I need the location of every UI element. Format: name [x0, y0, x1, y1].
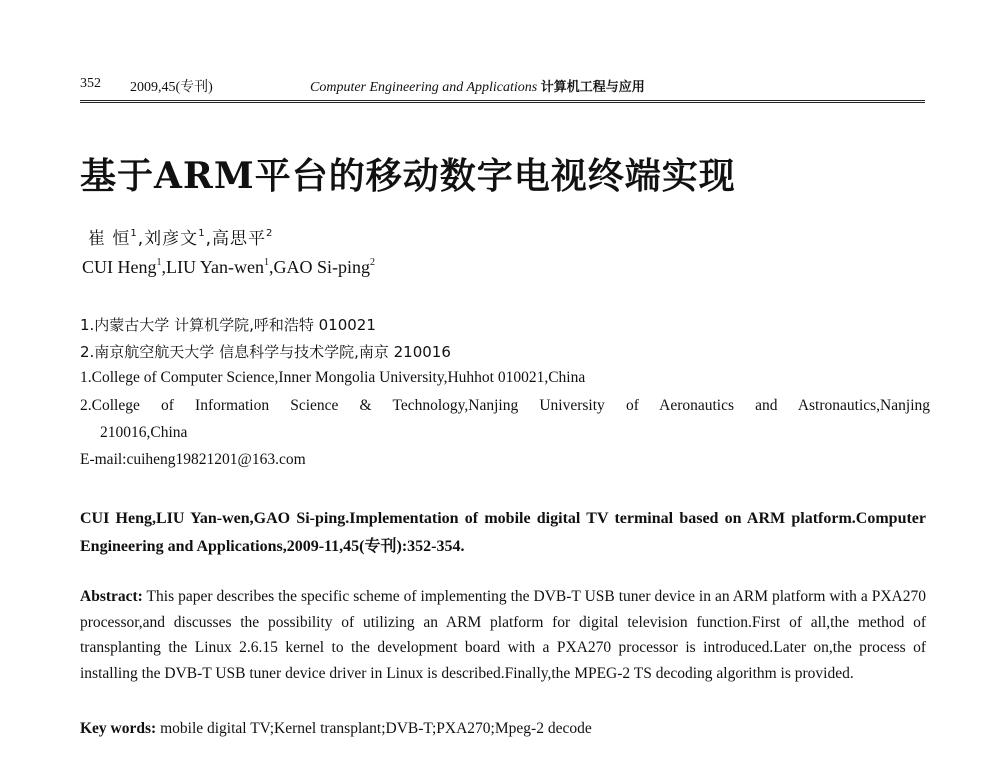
affiliation-en-2-line1: 2.College of Information Science & Technology,Nanjing University of Aeronautics and Astronautics,Nanjing [80, 397, 930, 414]
authors-chinese [88, 224, 273, 249]
author-cn-1-affil: 1 [130, 228, 138, 239]
author-en-1: CUI Heng [82, 257, 157, 277]
author-cn-2-affil: 1 [198, 228, 206, 239]
author-en-2: ,LIU Yan-wen [161, 257, 264, 277]
journal-name-en: Computer Engineering and Applications [310, 80, 538, 95]
abstract-text: This paper describes the specific scheme of implementing the DVB-T USB tuner device in an ARM platform with a PXA270 processor,and discusses the possibility of utilizing an ARM platform for digital television function.First of all,the method of transplanting the Linux 2.6.15 kernel to the development board with a PXA270 processor is introduced.Later on,the process of installing the DVB-T USB tuner device driver in Linux is described.Finally,the MPEG-2 TS decoding algorithm is provided. [80, 588, 926, 682]
author-en-1-affil: 1 [156, 257, 162, 268]
journal-name [310, 76, 645, 96]
abstract [80, 584, 926, 686]
email: E-mail:cuiheng19821201@163.com [80, 451, 306, 468]
author-cn-1: 崔 恒 [88, 229, 131, 249]
page-number: 352 [80, 76, 101, 91]
affiliation-en-1: 1.College of Computer Science,Inner Mongolia University,Huhhot 010021,China [80, 369, 586, 386]
header-rule-thin [80, 100, 925, 101]
author-en-3-affil: 2 [370, 257, 376, 268]
author-cn-2: ,刘彦文 [137, 229, 199, 249]
author-cn-3: ,高思平 [205, 229, 266, 249]
affiliation-cn-2: 2.南京航空航天大学 信息科学与技术学院,南京 210016 [80, 343, 451, 361]
journal-name-cn: 计算机工程与应用 [540, 80, 645, 95]
volume-issue: 2009,45(专刊) [130, 80, 213, 95]
running-header [80, 72, 925, 96]
author-cn-3-affil: 2 [265, 228, 274, 239]
citation: CUI Heng,LIU Yan-wen,GAO Si-ping.Implementation of mobile digital TV terminal based on ARM platform.Computer Engineering and Applications,2009-11,45(专刊):352-354. [80, 510, 926, 555]
abstract-label: Abstract: [80, 588, 143, 605]
author-en-2-affil: 1 [264, 257, 269, 268]
keywords-text: mobile digital TV;Kernel transplant;DVB-T;PXA270;Mpeg-2 decode [160, 720, 592, 737]
author-en-3: ,GAO Si-ping [269, 257, 371, 277]
affiliation-en-2-line2: 210016,China [100, 424, 188, 441]
header-rule-thick [80, 102, 925, 103]
keywords-label: Key words: [80, 720, 157, 737]
authors-english [82, 257, 375, 278]
keywords [80, 720, 926, 738]
affiliation-cn-1: 1.内蒙古大学 计算机学院,呼和浩特 010021 [80, 316, 376, 334]
paper-title: 基于ARM平台的移动数字电视终端实现 [80, 155, 736, 197]
